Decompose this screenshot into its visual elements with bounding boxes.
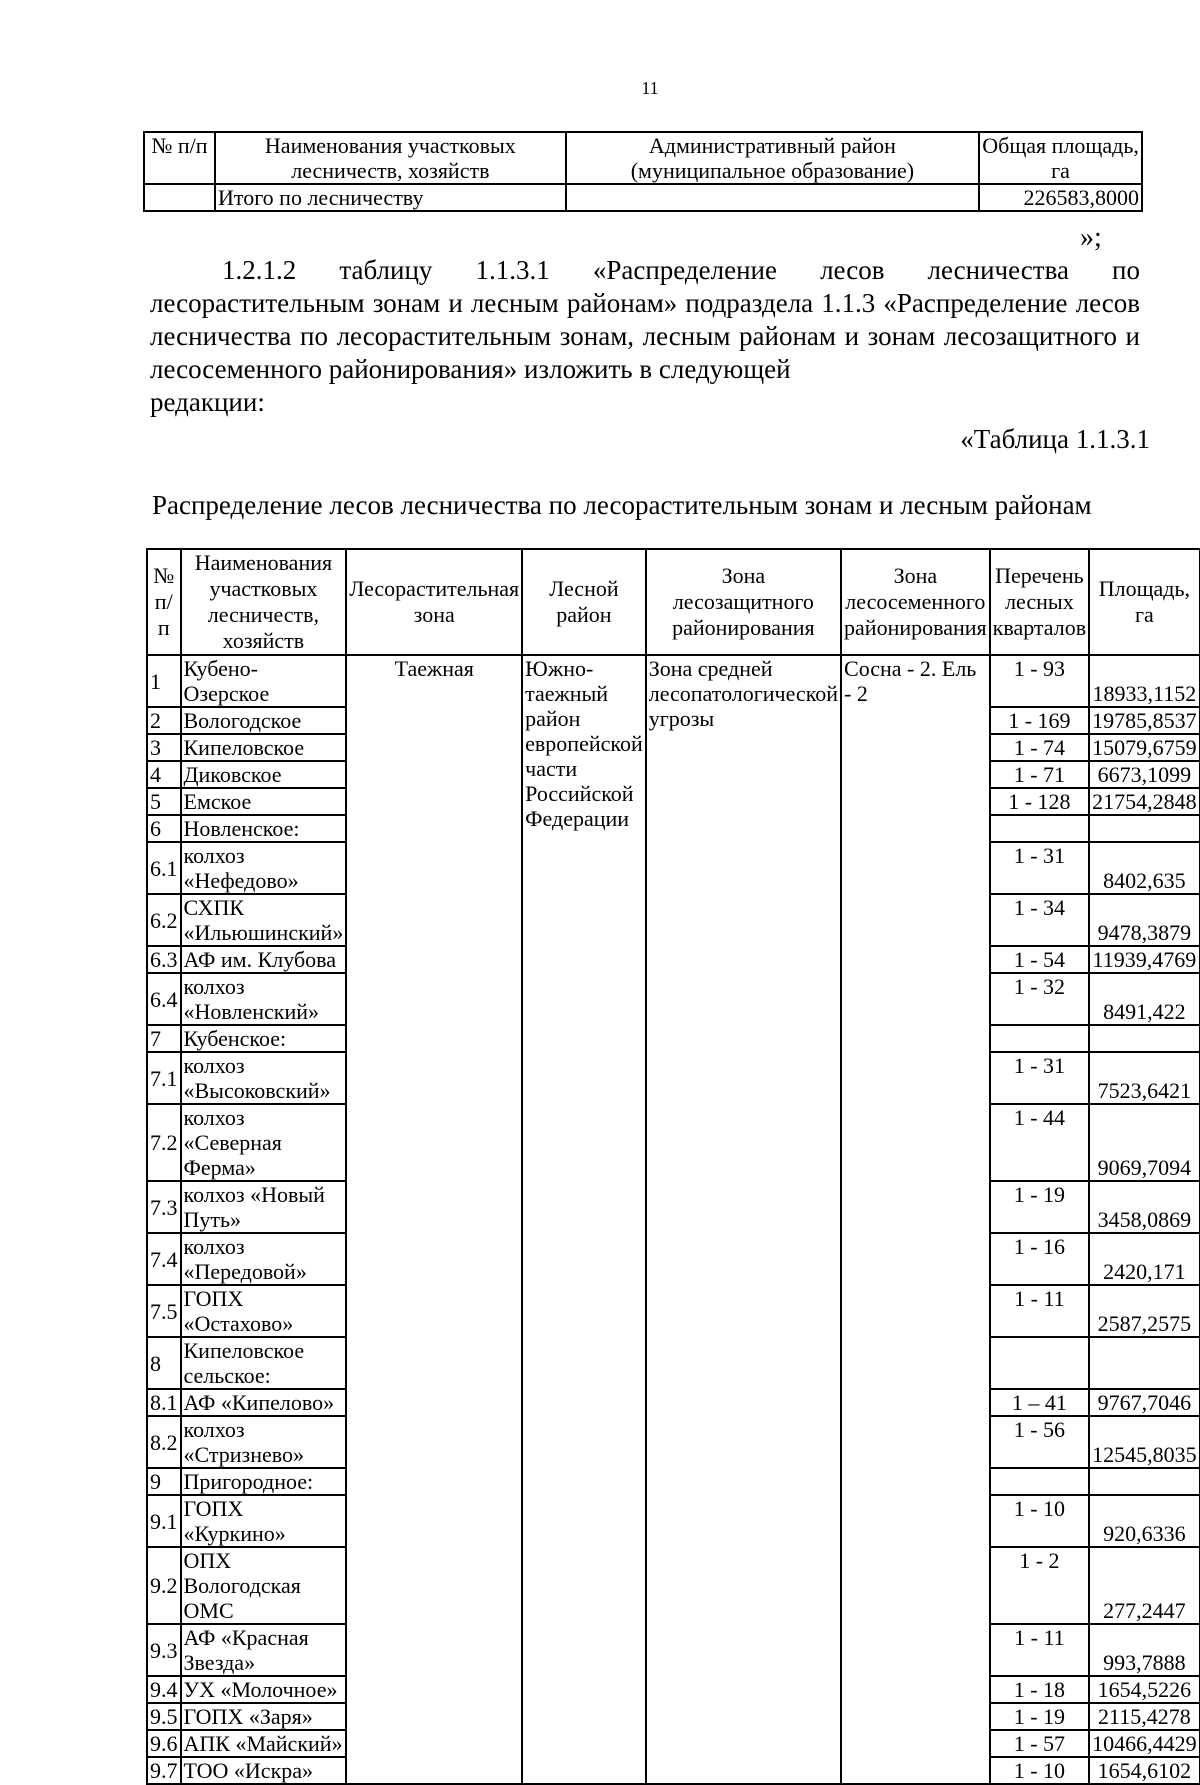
- row-name: Емское: [181, 788, 347, 815]
- total-district: [566, 184, 979, 211]
- header-area: Общая площадь, га: [979, 132, 1142, 184]
- row-area: 6673,1099: [1089, 761, 1200, 788]
- header-quarters: Перечень лесных кварталов: [990, 549, 1089, 655]
- protection-zone-cell: Зона средней лесопатологической угрозы: [646, 655, 841, 1784]
- row-name: Кипеловское: [181, 734, 347, 761]
- row-quarters: 1 - 93: [990, 655, 1089, 707]
- row-quarters: 1 - 44: [990, 1104, 1089, 1181]
- row-area: 19785,8537: [1089, 707, 1200, 734]
- row-area: 993,7888: [1089, 1624, 1200, 1676]
- row-area: 8402,635: [1089, 842, 1200, 894]
- row-num: 7.5: [147, 1285, 181, 1337]
- row-num: 2: [147, 707, 181, 734]
- table-header-row: [144, 132, 1142, 184]
- row-area: 2587,2575: [1089, 1285, 1200, 1337]
- row-area: [1089, 815, 1200, 842]
- row-area: 18933,1152: [1089, 655, 1200, 707]
- row-name: АФ «Красная Звезда»: [181, 1624, 347, 1676]
- row-name: колхоз «Северная Ферма»: [181, 1104, 347, 1181]
- header-name: Наименования участковых лесничеств, хозяйств: [215, 132, 566, 184]
- row-name: Кубено-Озерское: [181, 655, 347, 707]
- row-name: Вологодское: [181, 707, 347, 734]
- row-num: 6.1: [147, 842, 181, 894]
- row-quarters: 1 - 31: [990, 1052, 1089, 1104]
- row-num: 9.7: [147, 1757, 181, 1784]
- row-quarters: 1 - 19: [990, 1181, 1089, 1233]
- row-quarters: 1 - 19: [990, 1703, 1089, 1730]
- total-row: [144, 184, 1142, 211]
- row-quarters: [990, 1468, 1089, 1495]
- row-name: ГОПХ «Заря»: [181, 1703, 347, 1730]
- row-name: колхоз «Передовой»: [181, 1233, 347, 1285]
- row-name: колхоз «Новленский»: [181, 973, 347, 1025]
- row-name: колхоз «Стризнево»: [181, 1416, 347, 1468]
- table-label: «Таблица 1.1.3.1: [960, 424, 1150, 454]
- row-num: 8.2: [147, 1416, 181, 1468]
- row-quarters: 1 – 41: [990, 1389, 1089, 1416]
- row-area: 1654,6102: [1089, 1757, 1200, 1784]
- header-area: Площадь, га: [1089, 549, 1200, 655]
- row-area: [1089, 1337, 1200, 1389]
- row-quarters: [990, 815, 1089, 842]
- row-name: колхоз «Нефедово»: [181, 842, 347, 894]
- row-name: Пригородное:: [181, 1468, 347, 1495]
- row-area: 9767,7046: [1089, 1389, 1200, 1416]
- row-area: 3458,0869: [1089, 1181, 1200, 1233]
- row-name: СХПК «Ильюшинский»: [181, 894, 347, 946]
- row-area: [1089, 1468, 1200, 1495]
- row-num: 6.3: [147, 946, 181, 973]
- row-name: ОПХ Вологодская ОМС: [181, 1547, 347, 1624]
- row-num: 7.4: [147, 1233, 181, 1285]
- row-area: 15079,6759: [1089, 734, 1200, 761]
- row-num: 5: [147, 788, 181, 815]
- table-header-row: [147, 549, 1200, 655]
- row-num: 9.3: [147, 1624, 181, 1676]
- row-num: 8.1: [147, 1389, 181, 1416]
- row-quarters: 1 - 74: [990, 734, 1089, 761]
- table-title: Распределение лесов лесничества по лесорастительным зонам и лесным районам: [152, 490, 1092, 520]
- row-area: 920,6336: [1089, 1495, 1200, 1547]
- closing-quote: »;: [1080, 222, 1102, 253]
- row-quarters: 1 - 10: [990, 1757, 1089, 1784]
- row-area: 10466,4429: [1089, 1730, 1200, 1757]
- header-protection-zone: Зона лесозащитного районирования: [646, 549, 841, 655]
- row-num: 6: [147, 815, 181, 842]
- row-quarters: 1 - 11: [990, 1624, 1089, 1676]
- row-area: [1089, 1025, 1200, 1052]
- header-num: № п/п: [144, 132, 215, 184]
- row-area: 12545,8035: [1089, 1416, 1200, 1468]
- row-num: 9.1: [147, 1495, 181, 1547]
- row-area: 21754,2848: [1089, 788, 1200, 815]
- row-name: колхоз «Новый Путь»: [181, 1181, 347, 1233]
- row-name: Кипеловское сельское:: [181, 1337, 347, 1389]
- row-num: 9.4: [147, 1676, 181, 1703]
- header-num: № п/п: [147, 549, 181, 655]
- total-area: 226583,8000: [979, 184, 1142, 211]
- row-quarters: 1 - 16: [990, 1233, 1089, 1285]
- row-num: 9.2: [147, 1547, 181, 1624]
- row-num: 7.2: [147, 1104, 181, 1181]
- row-num: 7.1: [147, 1052, 181, 1104]
- row-name: ГОПХ «Остахово»: [181, 1285, 347, 1337]
- page-number: 11: [641, 78, 659, 98]
- row-name: ГОПХ «Куркино»: [181, 1495, 347, 1547]
- row-quarters: 1 - 2: [990, 1547, 1089, 1624]
- row-name: Диковское: [181, 761, 347, 788]
- row-num: 7: [147, 1025, 181, 1052]
- row-name: АФ им. Клубова: [181, 946, 347, 973]
- row-area: 7523,6421: [1089, 1052, 1200, 1104]
- row-name: АФ «Кипелово»: [181, 1389, 347, 1416]
- forest-zone-cell: Таежная: [346, 655, 522, 1784]
- row-quarters: [990, 1025, 1089, 1052]
- row-area: 2420,171: [1089, 1233, 1200, 1285]
- row-num: 3: [147, 734, 181, 761]
- row-num: 7.3: [147, 1181, 181, 1233]
- row-area: 1654,5226: [1089, 1676, 1200, 1703]
- row-num: 9.6: [147, 1730, 181, 1757]
- header-forest-district: Лесной район: [522, 549, 646, 655]
- row-name: ТОО «Искра»: [181, 1757, 347, 1784]
- row-area: 9069,7094: [1089, 1104, 1200, 1181]
- row-num: 6.2: [147, 894, 181, 946]
- row-area: 11939,4769: [1089, 946, 1200, 973]
- table-row: [147, 655, 1200, 707]
- header-forest-zone: Лесорастительная зона: [346, 549, 522, 655]
- row-quarters: [990, 1337, 1089, 1389]
- row-area: 2115,4278: [1089, 1703, 1200, 1730]
- row-area: 9478,3879: [1089, 894, 1200, 946]
- row-quarters: 1 - 71: [990, 761, 1089, 788]
- header-seed-zone: Зона лесосеменного районирования: [841, 549, 990, 655]
- header-district: Административный район (муниципальное образование): [566, 132, 979, 184]
- row-area: 277,2447: [1089, 1547, 1200, 1624]
- total-label: Итого по лесничеству: [215, 184, 566, 211]
- row-quarters: 1 - 34: [990, 894, 1089, 946]
- table-body: [147, 655, 1200, 1784]
- row-quarters: 1 - 10: [990, 1495, 1089, 1547]
- row-name: УХ «Молочное»: [181, 1676, 347, 1703]
- row-name: АПК «Майский»: [181, 1730, 347, 1757]
- row-quarters: 1 - 128: [990, 788, 1089, 815]
- amendment-paragraph-end: редакции:: [150, 387, 265, 417]
- forest-district-cell: Южно-таежный район европейской части Российской Федерации: [522, 655, 646, 1784]
- header-name: Наименования участковых лесничеств, хозяйств: [181, 549, 347, 655]
- total-num: [144, 184, 215, 211]
- row-quarters: 1 - 11: [990, 1285, 1089, 1337]
- row-quarters: 1 - 18: [990, 1676, 1089, 1703]
- amendment-paragraph: 1.2.1.2 таблицу 1.1.3.1 «Распределение лесов лесничества по лесорастительным зонам и лесным районам» подраздела 1.1.3 «Распределение лесов лесничества по лесорастительным зонам, лесным районам и зонам лесозащитного и лесосеменного районирования» изложить в следующей: [150, 255, 1140, 384]
- row-quarters: 1 - 56: [990, 1416, 1089, 1468]
- row-num: 9: [147, 1468, 181, 1495]
- row-name: Новленское:: [181, 815, 347, 842]
- row-quarters: 1 - 57: [990, 1730, 1089, 1757]
- row-quarters: 1 - 31: [990, 842, 1089, 894]
- row-quarters: 1 - 54: [990, 946, 1089, 973]
- previous-table-fragment: [143, 131, 1143, 212]
- row-num: 4: [147, 761, 181, 788]
- row-num: 8: [147, 1337, 181, 1389]
- row-area: 8491,422: [1089, 973, 1200, 1025]
- row-name: Кубенское:: [181, 1025, 347, 1052]
- row-num: 1: [147, 655, 181, 707]
- row-quarters: 1 - 32: [990, 973, 1089, 1025]
- row-num: 9.5: [147, 1703, 181, 1730]
- seed-zone-cell: Сосна - 2. Ель - 2: [841, 655, 990, 1784]
- row-name: колхоз «Высоковский»: [181, 1052, 347, 1104]
- row-quarters: 1 - 169: [990, 707, 1089, 734]
- forest-distribution-table: [146, 548, 1200, 1785]
- row-num: 6.4: [147, 973, 181, 1025]
